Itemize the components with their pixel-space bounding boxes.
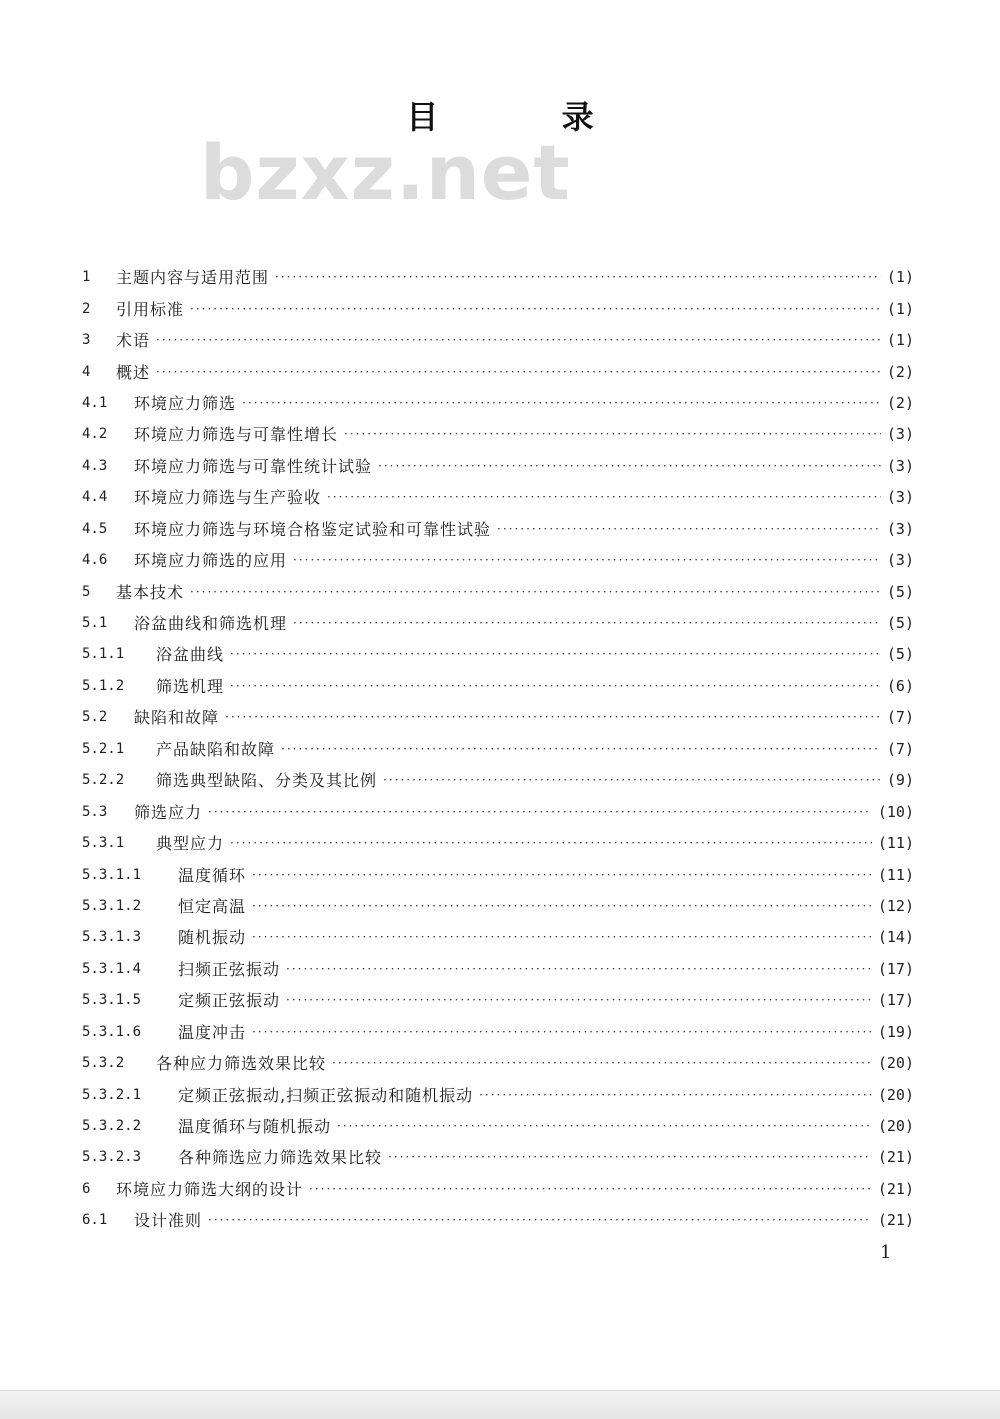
- toc-entry[interactable]: [82, 671, 914, 702]
- toc-leader-dots: [378, 451, 881, 482]
- toc-entry-number: 5.1: [82, 615, 108, 632]
- toc-entry-title: 温度冲击: [178, 1022, 247, 1042]
- toc-entry-title: 筛选机理: [156, 676, 225, 696]
- toc-entry-number: 5.1.2: [82, 677, 125, 694]
- toc-leader-dots: [252, 860, 872, 891]
- toc-entry-title: 引用标准: [116, 299, 185, 319]
- toc-entry-title: 环境应力筛选的应用: [134, 551, 288, 571]
- toc-leader-dots: [156, 325, 881, 356]
- toc-entry-page: (10): [877, 802, 914, 821]
- toc-leader-dots: [383, 765, 881, 796]
- toc-leader-dots: [332, 1048, 872, 1079]
- toc-entry-page: (5): [886, 614, 914, 633]
- toc-leader-dots: [252, 1017, 872, 1048]
- toc-entry-number: 1: [82, 269, 91, 286]
- toc-entry-number: 4: [82, 363, 91, 380]
- toc-entry-number: 5.3.2.2: [82, 1118, 142, 1135]
- toc-entry-page: (11): [877, 834, 914, 853]
- toc-entry-page: (7): [886, 739, 914, 758]
- toc-entry-page: (11): [877, 865, 914, 884]
- toc-entry[interactable]: [82, 1048, 914, 1079]
- toc-leader-dots: [252, 891, 872, 922]
- toc-leader-dots: [337, 1111, 872, 1142]
- toc-entry-title: 温度循环: [178, 865, 247, 885]
- toc-entry-page: (1): [886, 268, 914, 287]
- toc-entry-title: 环境应力筛选与可靠性增长: [134, 425, 339, 445]
- toc-entry[interactable]: [82, 1079, 914, 1110]
- toc-leader-dots: [230, 828, 872, 859]
- toc-leader-dots: [286, 985, 872, 1016]
- toc-entry[interactable]: [82, 356, 914, 387]
- toc-entry-number: 5.3.2.1: [82, 1086, 142, 1103]
- watermark: bzxz.net: [200, 128, 571, 217]
- toc-entry[interactable]: [82, 1174, 914, 1205]
- toc-entry-title: 产品缺陷和故障: [156, 739, 276, 759]
- toc-entry-number: 4.2: [82, 426, 108, 443]
- toc-entry-page: (5): [886, 582, 914, 601]
- toc-entry-title: 温度循环与随机振动: [178, 1117, 332, 1137]
- toc-entry-number: 2: [82, 300, 91, 317]
- toc-entry[interactable]: [82, 576, 914, 607]
- toc-entry-title: 设计准则: [134, 1211, 203, 1231]
- toc-entry-title: 主题内容与适用范围: [116, 268, 270, 288]
- toc-leader-dots: [156, 357, 881, 388]
- toc-entry[interactable]: [82, 954, 914, 985]
- toc-leader-dots: [190, 577, 881, 608]
- toc-leader-dots: [309, 1174, 872, 1205]
- toc-entry-number: 5.3.1.5: [82, 992, 142, 1009]
- toc-leader-dots: [230, 671, 881, 702]
- toc-entry-number: 5.2.2: [82, 772, 125, 789]
- toc-entry-title: 各种筛选应力筛选效果比较: [178, 1148, 383, 1168]
- toc-entry-page: (3): [886, 425, 914, 444]
- toc-leader-dots: [479, 1080, 872, 1111]
- page-title: 目 录: [406, 98, 650, 136]
- toc-entry-number: 5.1.1: [82, 646, 125, 663]
- toc-entry-title: 各种应力筛选效果比较: [156, 1054, 327, 1074]
- toc-entry[interactable]: [82, 828, 914, 859]
- toc-leader-dots: [293, 608, 881, 639]
- toc-entry-number: 3: [82, 332, 91, 349]
- toc-entry[interactable]: [82, 325, 914, 356]
- toc-leader-dots: [225, 702, 881, 733]
- toc-entry-page: (9): [886, 771, 914, 790]
- toc-entry-title: 恒定高温: [178, 896, 247, 916]
- toc-entry-number: 6.1: [82, 1212, 108, 1229]
- toc-entry[interactable]: [82, 514, 914, 545]
- toc-entry-number: 4.3: [82, 457, 108, 474]
- toc-entry-title: 浴盆曲线和筛选机理: [134, 614, 288, 634]
- toc-entry-title: 术语: [116, 331, 151, 351]
- toc-leader-dots: [497, 514, 881, 545]
- toc-entry-page: (17): [877, 991, 914, 1010]
- toc-entry-number: 5.3.2: [82, 1055, 125, 1072]
- toc-entry[interactable]: [82, 734, 914, 765]
- toc-entry-number: 5.3.1.6: [82, 1023, 142, 1040]
- page-bottom-edge: [0, 1390, 1000, 1419]
- toc-entry[interactable]: [82, 1142, 914, 1173]
- toc-entry[interactable]: [82, 262, 914, 293]
- toc-entry[interactable]: [82, 451, 914, 482]
- toc-entry-page: (1): [886, 299, 914, 318]
- toc-entry-page: (7): [886, 708, 914, 727]
- toc-entry[interactable]: [82, 922, 914, 953]
- toc-entry-title: 概述: [116, 362, 151, 382]
- toc-entry-page: (20): [877, 1085, 914, 1104]
- toc-leader-dots: [208, 1205, 872, 1236]
- toc-entry-number: 5.3.1: [82, 835, 125, 852]
- toc-leader-dots: [281, 734, 881, 765]
- toc-entry[interactable]: [82, 608, 914, 639]
- toc-entry-page: (17): [877, 959, 914, 978]
- toc-entry-title: 定频正弦振动: [178, 991, 281, 1011]
- toc-entry-title: 环境应力筛选与生产验收: [134, 488, 322, 508]
- toc-entry-number: 4.6: [82, 552, 108, 569]
- toc-entry[interactable]: [82, 796, 914, 827]
- toc-entry-page: (21): [877, 1179, 914, 1198]
- toc-entry-title: 筛选应力: [134, 802, 203, 822]
- toc-entry-page: (3): [886, 519, 914, 538]
- toc-entry-title: 筛选典型缺陷、分类及其比例: [156, 771, 378, 791]
- toc-entry-number: 4.1: [82, 394, 108, 411]
- toc-leader-dots: [208, 797, 872, 828]
- toc-leader-dots: [230, 639, 881, 670]
- toc-entry-page: (1): [886, 331, 914, 350]
- toc-entry-title: 扫频正弦振动: [178, 959, 281, 979]
- toc-entry-number: 5.3.1.2: [82, 897, 142, 914]
- toc-entry[interactable]: [82, 545, 914, 576]
- toc-entry-number: 5.3.1.4: [82, 960, 142, 977]
- toc-entry-page: (21): [877, 1211, 914, 1230]
- toc-leader-dots: [388, 1142, 872, 1173]
- table-of-contents: [82, 262, 914, 1237]
- toc-entry-number: 5.2: [82, 709, 108, 726]
- toc-entry-page: (3): [886, 551, 914, 570]
- toc-entry-number: 5.3.2.3: [82, 1149, 142, 1166]
- toc-entry-number: 5: [82, 583, 91, 600]
- toc-entry-title: 环境应力筛选: [134, 393, 237, 413]
- toc-entry[interactable]: [82, 702, 914, 733]
- toc-entry-title: 缺陷和故障: [134, 708, 220, 728]
- toc-leader-dots: [327, 482, 881, 513]
- toc-leader-dots: [286, 954, 872, 985]
- toc-leader-dots: [293, 545, 881, 576]
- toc-leader-dots: [252, 922, 872, 953]
- toc-leader-dots: [242, 388, 881, 419]
- toc-entry[interactable]: [82, 891, 914, 922]
- toc-entry-number: 5.2.1: [82, 740, 125, 757]
- toc-entry-page: (2): [886, 393, 914, 412]
- toc-entry-page: (3): [886, 456, 914, 475]
- toc-entry-number: 5.3.1.1: [82, 866, 142, 883]
- toc-entry-title: 环境应力筛选与环境合格鉴定试验和可靠性试验: [134, 519, 492, 539]
- toc-entry-title: 典型应力: [156, 834, 225, 854]
- toc-entry-page: (12): [877, 896, 914, 915]
- toc-entry[interactable]: [82, 859, 914, 890]
- toc-entry[interactable]: [82, 765, 914, 796]
- toc-entry-page: (20): [877, 1117, 914, 1136]
- toc-leader-dots: [344, 419, 881, 450]
- toc-entry-page: (2): [886, 362, 914, 381]
- toc-entry-title: 基本技术: [116, 582, 185, 602]
- toc-entry[interactable]: [82, 639, 914, 670]
- toc-entry-page: (14): [877, 928, 914, 947]
- toc-entry[interactable]: [82, 1205, 914, 1236]
- toc-entry-page: (19): [877, 1022, 914, 1041]
- toc-leader-dots: [190, 294, 881, 325]
- toc-entry-page: (5): [886, 645, 914, 664]
- toc-entry-page: (3): [886, 488, 914, 507]
- toc-entry-page: (20): [877, 1054, 914, 1073]
- toc-entry-number: 5.3: [82, 803, 108, 820]
- page-number: 1: [880, 1242, 892, 1263]
- toc-entry-title: 浴盆曲线: [156, 645, 225, 665]
- toc-entry[interactable]: [82, 388, 914, 419]
- toc-entry[interactable]: [82, 1111, 914, 1142]
- toc-entry-number: 4.4: [82, 489, 108, 506]
- toc-entry-number: 4.5: [82, 520, 108, 537]
- toc-entry[interactable]: [82, 1017, 914, 1048]
- toc-leader-dots: [275, 262, 881, 293]
- toc-entry[interactable]: [82, 419, 914, 450]
- toc-entry-title: 环境应力筛选与可靠性统计试验: [134, 456, 373, 476]
- toc-entry-title: 随机振动: [178, 928, 247, 948]
- toc-entry-title: 环境应力筛选大纲的设计: [116, 1179, 304, 1199]
- toc-entry-title: 定频正弦振动,扫频正弦振动和随机振动: [178, 1085, 474, 1105]
- toc-entry-number: 6: [82, 1180, 91, 1197]
- toc-entry[interactable]: [82, 985, 914, 1016]
- toc-entry-page: (21): [877, 1148, 914, 1167]
- toc-entry-page: (6): [886, 676, 914, 695]
- toc-entry-number: 5.3.1.3: [82, 929, 142, 946]
- toc-entry[interactable]: [82, 482, 914, 513]
- toc-entry[interactable]: [82, 293, 914, 324]
